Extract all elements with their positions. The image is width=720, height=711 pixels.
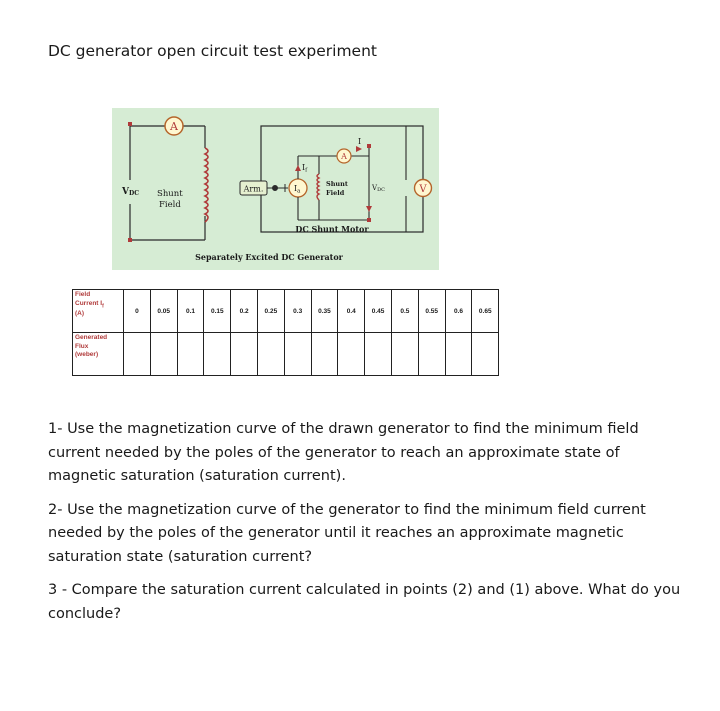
current-cell: 0.4 xyxy=(338,290,365,333)
motor-ammeter-label: A xyxy=(341,152,347,161)
current-cell: 0 xyxy=(124,290,151,333)
current-cell: 0.1 xyxy=(177,290,204,333)
motor-wiring xyxy=(298,126,406,232)
shunt-field-label-1: Shunt xyxy=(157,189,183,199)
flux-row xyxy=(73,333,499,376)
figure-caption: Separately Excited DC Generator xyxy=(195,252,343,262)
field-current-label: If xyxy=(302,163,308,174)
circuit-svg xyxy=(112,108,439,270)
current-cell: 0.15 xyxy=(204,290,231,333)
question-2: 2- Use the magnetization curve of the generator to find the minimum field current needed by the poles of the generator until it reaches an approximate magnetic saturation state (saturation current? xyxy=(48,501,646,565)
ammeter-icon xyxy=(165,117,183,135)
flux-cell[interactable] xyxy=(257,333,284,376)
question-1: 1- Use the magnetization curve of the drawn generator to find the minimum field current needed by the poles of the generator to reach an approximate state of magnetic saturation (saturation current). xyxy=(48,421,639,484)
question-3: 3 - Compare the saturation current calculated in points (2) and (1) above. What do you conclude? xyxy=(48,582,681,622)
flux-cell[interactable] xyxy=(365,333,392,376)
questions xyxy=(48,418,688,636)
current-cell: 0.45 xyxy=(365,290,392,333)
current-cell: 0.25 xyxy=(257,290,284,333)
current-cell: 0.55 xyxy=(418,290,445,333)
shunt-field-label-2: Field xyxy=(159,200,181,210)
generator-shunt-field-coil xyxy=(205,148,208,222)
voltmeter-icon xyxy=(415,180,432,197)
flux-cell[interactable] xyxy=(445,333,472,376)
flux-cell[interactable] xyxy=(391,333,418,376)
flux-cell[interactable] xyxy=(231,333,258,376)
motor-armature-icon xyxy=(289,179,307,197)
vdc-right-label: VDC xyxy=(372,184,385,193)
current-cell: 0.3 xyxy=(284,290,311,333)
field-current-row xyxy=(73,290,499,333)
armature-label: Arm. xyxy=(243,184,264,194)
flux-header: Generated Flux (weber) xyxy=(73,333,124,376)
flux-cell[interactable] xyxy=(418,333,445,376)
flux-cell[interactable] xyxy=(311,333,338,376)
document-title: DC generator open circuit test experiment xyxy=(48,42,377,60)
field-circuit xyxy=(130,126,205,240)
circuit-diagram xyxy=(112,108,439,270)
flux-table xyxy=(72,289,499,376)
current-cell: 0.65 xyxy=(472,290,499,333)
current-cell: 0.6 xyxy=(445,290,472,333)
line-current-label: I xyxy=(358,137,362,146)
field-current-header: Field Current $I_f$ (A) xyxy=(73,290,124,333)
current-cell: 0.35 xyxy=(311,290,338,333)
motor-shunt-label-2: Field xyxy=(326,189,345,197)
motor-shunt-field-coil xyxy=(317,174,319,200)
current-cell: 0.2 xyxy=(231,290,258,333)
flux-cell[interactable] xyxy=(284,333,311,376)
flux-cell[interactable] xyxy=(338,333,365,376)
motor-box xyxy=(261,126,423,232)
flux-cell[interactable] xyxy=(150,333,177,376)
coupling-shaft xyxy=(267,184,288,192)
current-cell: 0.5 xyxy=(391,290,418,333)
flux-cell[interactable] xyxy=(177,333,204,376)
voltmeter-label: V xyxy=(419,184,427,195)
motor-shunt-label-1: Shunt xyxy=(326,180,348,188)
current-cell: 0.05 xyxy=(150,290,177,333)
flux-cell[interactable] xyxy=(124,333,151,376)
motor-caption: DC Shunt Motor xyxy=(295,224,369,234)
flux-cell[interactable] xyxy=(472,333,499,376)
armature-current-label: Ia xyxy=(294,184,301,195)
vdc-left-label: VDC xyxy=(122,187,139,197)
ammeter-label: A xyxy=(170,120,178,133)
flux-cell[interactable] xyxy=(204,333,231,376)
motor-ammeter-icon xyxy=(337,149,351,163)
